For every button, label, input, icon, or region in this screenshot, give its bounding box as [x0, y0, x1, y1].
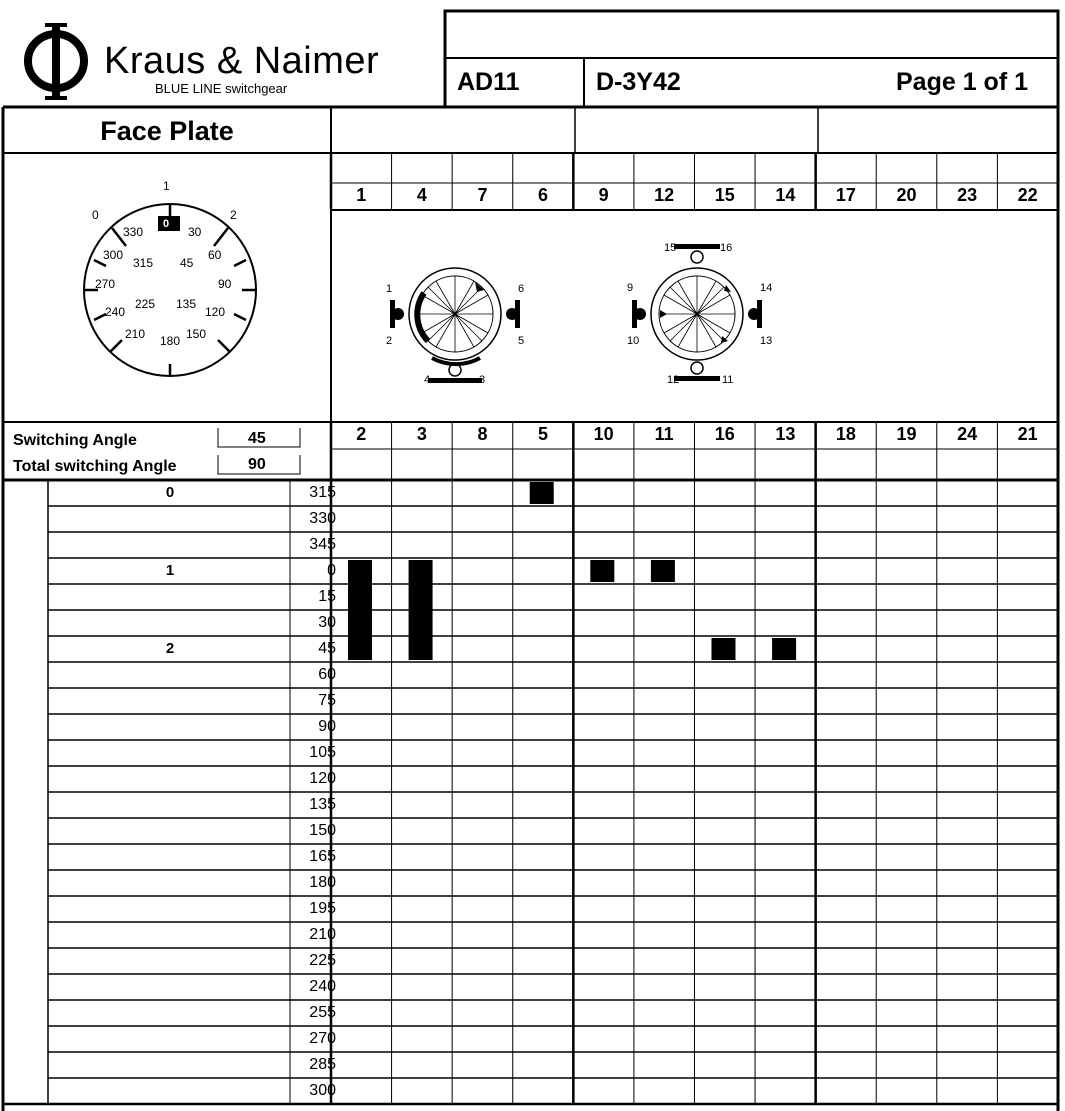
position-label: 2 [165, 640, 175, 657]
angle-value: 165 [309, 848, 336, 865]
diagram-left-label: 2 [386, 335, 393, 347]
terminal-label: 22 [1017, 185, 1038, 205]
angle-value: 300 [309, 1082, 336, 1099]
terminal-label: 10 [593, 424, 614, 444]
angle-value: 15 [318, 588, 336, 605]
position-label: 0 [165, 484, 175, 501]
angle-value: 135 [309, 796, 336, 813]
position-label: 1 [165, 562, 175, 579]
closed-contact-bar [348, 560, 372, 660]
cam-disc-icon [622, 240, 772, 390]
terminal-label: 23 [957, 185, 978, 205]
diagram-right-label: 11 [722, 374, 734, 386]
brand-subtitle: BLUE LINE switchgear [155, 81, 288, 96]
dial-angle: 60 [208, 248, 222, 262]
dial-angle: 135 [176, 297, 197, 311]
terminal-label: 17 [835, 185, 856, 205]
dial-angle: 240 [105, 305, 126, 319]
total-switching-angle-value: 90 [248, 456, 266, 473]
diagram-right-label: 15 [664, 242, 677, 254]
face-plate-title: Face Plate [100, 116, 234, 146]
angle-value: 150 [309, 822, 336, 839]
dial-angle: 315 [133, 256, 154, 270]
angle-value: 345 [309, 536, 336, 553]
closed-contact-bar [409, 560, 433, 660]
angle-value: 60 [318, 666, 336, 683]
dial-angle: 210 [125, 327, 146, 341]
terminal-label: 5 [538, 424, 549, 444]
diagram-right-label: 13 [760, 335, 773, 347]
angle-value: 30 [318, 614, 336, 631]
diagram-left-label: 4 [424, 374, 431, 386]
kn-logo-icon [18, 20, 98, 102]
terminal-label: 2 [356, 424, 367, 444]
angle-value: 120 [309, 770, 336, 787]
terminal-label: 21 [1017, 424, 1038, 444]
brand-name: Kraus & Naimer [104, 40, 380, 82]
terminal-label: 15 [714, 185, 735, 205]
terminal-label: 13 [775, 424, 796, 444]
angle-value: 330 [309, 510, 336, 527]
closed-contact-bar [772, 638, 796, 660]
terminal-label: 14 [775, 185, 796, 205]
terminal-label: 3 [416, 424, 427, 444]
dial-angle: 45 [180, 256, 194, 270]
diagram-right-label: 12 [667, 374, 680, 386]
dial-angle: 120 [205, 305, 226, 319]
angle-value: 225 [309, 952, 336, 969]
model-number: AD11 [457, 68, 520, 96]
dial-angle: 225 [135, 297, 156, 311]
diagram-left-label: 1 [386, 283, 393, 295]
terminal-label: 6 [538, 185, 549, 205]
angle-value: 195 [309, 900, 336, 917]
dial-angle: 30 [188, 225, 202, 239]
terminal-label: 20 [896, 185, 917, 205]
terminal-label: 16 [714, 424, 735, 444]
diagram-left-label: 5 [518, 335, 525, 347]
dial-angle: 300 [103, 248, 124, 262]
closed-contact-bar [651, 560, 675, 582]
cam-disc-icon [380, 258, 530, 394]
closed-contact-bar [590, 560, 614, 582]
dial-angle: 330 [123, 225, 144, 239]
dial-position-0: 0 [92, 208, 99, 222]
angle-value: 285 [309, 1056, 336, 1073]
terminal-label: 4 [416, 185, 427, 205]
dial-position-2: 2 [230, 208, 237, 222]
terminal-label: 19 [896, 424, 917, 444]
dial-angle: 150 [186, 327, 207, 341]
terminal-label: 18 [835, 424, 856, 444]
closed-contact-bar [711, 638, 735, 660]
total-switching-angle-label: Total switching Angle [13, 458, 177, 475]
page-indicator: Page 1 of 1 [896, 68, 1028, 96]
diagram-right-label: 16 [720, 242, 733, 254]
contact-diagram-left [380, 258, 530, 394]
diagram-right-label: 14 [760, 282, 773, 294]
angle-value: 45 [318, 640, 336, 657]
angle-value: 240 [309, 978, 336, 995]
dial-position-1: 1 [163, 179, 170, 193]
terminal-label: 11 [654, 424, 674, 444]
terminal-label: 9 [598, 185, 609, 205]
angle-value: 105 [309, 744, 336, 761]
dial-angle: 90 [218, 277, 232, 291]
angle-value: 210 [309, 926, 336, 943]
angle-value: 0 [327, 562, 336, 579]
angle-value: 75 [318, 692, 336, 709]
diagram-left-label: 3 [479, 374, 486, 386]
switching-angle-label: Switching Angle [13, 432, 137, 449]
angle-value: 315 [309, 484, 336, 501]
terminal-label: 24 [957, 424, 978, 444]
angle-value: 180 [309, 874, 336, 891]
diagram-right-label: 10 [627, 335, 640, 347]
brand-logo [18, 20, 98, 102]
angle-value: 90 [318, 718, 336, 735]
dial-angle: 180 [160, 334, 181, 348]
diagram-right-label: 9 [627, 282, 634, 294]
diagram-left-label: 6 [518, 283, 525, 295]
terminal-label: 12 [654, 185, 675, 205]
angle-value: 255 [309, 1004, 336, 1021]
drawing-number: D-3Y42 [596, 68, 681, 96]
angle-value: 270 [309, 1030, 336, 1047]
dial-angle: 270 [95, 277, 116, 291]
terminal-label: 1 [356, 185, 367, 205]
terminal-label: 8 [477, 424, 488, 444]
terminal-label: 7 [477, 185, 488, 205]
closed-contact-bar [530, 482, 554, 504]
contact-diagram-right [622, 240, 772, 390]
dial-selected: 0 [163, 218, 170, 230]
switching-angle-value: 45 [248, 430, 266, 447]
